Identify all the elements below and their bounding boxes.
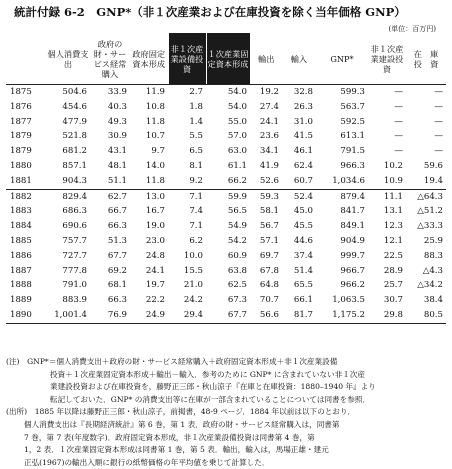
value-cell: —: [434, 116, 443, 127]
value-cell: 66.1: [293, 295, 313, 306]
value-cell: 11.1: [368, 189, 406, 204]
value-cell: 49.3: [107, 116, 127, 127]
header-government-purchase: 政府の財・サービス経常購入: [90, 33, 130, 85]
value-cell: 45.0: [293, 206, 313, 217]
value-cell: 22.5: [383, 250, 403, 261]
table-row: [6, 293, 446, 308]
value-cell: 80.5: [406, 308, 446, 323]
value-cell: 829.4: [46, 189, 90, 204]
year-cell: 1890: [6, 308, 46, 323]
value-cell: 46.1: [293, 146, 313, 157]
value-cell: 45.5: [293, 221, 313, 232]
value-cell: 24.2: [183, 295, 203, 306]
value-cell: 599.3: [316, 85, 368, 100]
value-cell: 51.3: [107, 235, 127, 246]
value-cell: 57.0: [227, 131, 247, 142]
value-cell: 69.2: [107, 265, 127, 276]
value-cell: —: [406, 85, 446, 100]
value-cell: 777.8: [62, 265, 87, 276]
value-cell: 7.1: [168, 189, 206, 204]
value-cell: 66.2: [227, 175, 247, 186]
value-cell: 23.0: [145, 235, 165, 246]
value-cell: 67.8: [259, 265, 279, 276]
value-cell: 63.8: [227, 265, 247, 276]
year-cell: 1881: [10, 175, 32, 186]
value-cell: 41.5: [293, 131, 313, 142]
year-cell: 1888: [10, 280, 32, 291]
year-cell: 1882: [6, 189, 46, 204]
value-cell: 65.5: [293, 280, 313, 291]
value-cell: 1.4: [189, 116, 203, 127]
value-cell: 24.8: [145, 250, 165, 261]
value-cell: 60.9: [227, 250, 247, 261]
value-cell: 34.1: [259, 146, 279, 157]
table-row: [6, 278, 446, 293]
value-cell: 63.0: [227, 146, 247, 157]
value-cell: 999.7: [340, 250, 365, 261]
value-cell: 55.0: [227, 116, 247, 127]
value-cell: 477.9: [62, 116, 87, 127]
value-cell: 60.7: [293, 175, 313, 186]
value-cell: 904.3: [62, 175, 87, 186]
table-body: [6, 85, 446, 324]
value-cell: 563.7: [340, 101, 365, 112]
year-cell: 1879: [10, 146, 32, 157]
value-cell: 7.1: [189, 221, 203, 232]
value-cell: △33.3: [417, 221, 443, 232]
header-imports: 輸入: [282, 33, 316, 85]
value-cell: 70.7: [259, 295, 279, 306]
header-gnp: GNP*: [316, 33, 368, 85]
value-cell: 81.7: [282, 308, 316, 323]
value-cell: 504.6: [46, 85, 90, 100]
value-cell: 690.6: [62, 221, 87, 232]
value-cell: 56.6: [250, 308, 282, 323]
table-row: [6, 129, 446, 144]
value-cell: 791.0: [62, 280, 87, 291]
value-cell: 686.3: [62, 206, 87, 217]
value-cell: △34.2: [417, 280, 443, 291]
year-cell: 1885: [10, 235, 32, 246]
value-cell: 24.9: [130, 308, 168, 323]
value-cell: 727.7: [62, 250, 87, 261]
value-cell: 24.1: [259, 116, 279, 127]
value-cell: 76.9: [90, 308, 130, 323]
value-cell: 5.5: [189, 131, 203, 142]
value-cell: 9.2: [189, 175, 203, 186]
year-cell: 1877: [10, 116, 32, 127]
value-cell: 19.0: [145, 221, 165, 232]
value-cell: 31.0: [293, 116, 313, 127]
header-primary-capital: １次産業固定資本形成: [206, 33, 250, 85]
value-cell: 33.9: [90, 85, 130, 100]
value-cell: 10.7: [145, 131, 165, 142]
value-cell: 1,034.6: [332, 175, 365, 186]
header-nonprimary-construction: 非１次産業建設投資: [368, 33, 406, 85]
value-cell: 757.7: [62, 235, 87, 246]
value-cell: 8.1: [189, 160, 203, 171]
value-cell: 19.4: [423, 175, 443, 186]
value-cell: 56.7: [259, 221, 279, 232]
value-cell: 37.4: [293, 250, 313, 261]
value-cell: 857.1: [62, 160, 87, 171]
value-cell: 57.1: [259, 235, 279, 246]
value-cell: 67.7: [206, 308, 250, 323]
value-cell: 28.9: [383, 265, 403, 276]
value-cell: 29.8: [368, 308, 406, 323]
value-cell: 61.1: [227, 160, 247, 171]
value-cell: 41.9: [259, 160, 279, 171]
value-cell: 10.2: [383, 160, 403, 171]
value-cell: 67.7: [107, 250, 127, 261]
value-cell: 29.4: [168, 308, 206, 323]
value-cell: 52.4: [282, 189, 316, 204]
value-cell: 59.6: [423, 160, 443, 171]
table-row: [6, 159, 446, 174]
year-cell: 1889: [10, 295, 32, 306]
value-cell: 681.2: [62, 146, 87, 157]
value-cell: 966.7: [340, 265, 365, 276]
value-cell: 6.2: [189, 235, 203, 246]
value-cell: 10.8: [145, 101, 165, 112]
note-line: 転記しておいた．GNP* の消費支出等に在庫が一部含まれていることについては同書を参照．: [50, 394, 371, 404]
value-cell: 14.0: [145, 160, 165, 171]
value-cell: 56.5: [227, 206, 247, 217]
value-cell: △4.3: [422, 265, 443, 276]
header-inventory: 在 庫 投 資: [406, 33, 446, 85]
value-cell: 21.0: [183, 280, 203, 291]
value-cell: 52.6: [259, 175, 279, 186]
note-line: 業建設投資および在庫投資を，藤野正三郎・秋山涼子『在庫と在庫投資：1880–1940 年』より: [50, 382, 376, 392]
note-line: 投資＋１次産業固定資本形成＋輸出－輸入．参考のために GNP* に含まれていない非１次産: [50, 369, 366, 379]
table-row: [6, 204, 446, 219]
value-cell: —: [394, 146, 403, 157]
gnp-table: [6, 33, 446, 324]
value-cell: 10.0: [183, 250, 203, 261]
table-row: [6, 308, 446, 323]
value-cell: 13.0: [130, 189, 168, 204]
table-row: [6, 264, 446, 279]
value-cell: 12.1: [383, 235, 403, 246]
value-cell: 16.7: [145, 206, 165, 217]
value-cell: 13.1: [383, 206, 403, 217]
source-line: 1，2 表．１次産業固定資本形成は同書第 1 巻，第 5 表．輸出，輸入は，馬場正雄・建元: [24, 445, 329, 455]
value-cell: △64.3: [406, 189, 446, 204]
value-cell: 62.5: [227, 280, 247, 291]
year-cell: 1884: [10, 221, 32, 232]
year-cell: 1887: [10, 265, 32, 276]
value-cell: 62.7: [90, 189, 130, 204]
value-cell: 12.3: [383, 221, 403, 232]
value-cell: 54.2: [227, 235, 247, 246]
value-cell: △51.2: [417, 206, 443, 217]
value-cell: 30.9: [107, 131, 127, 142]
unit-label: (単位：百万円): [388, 25, 436, 33]
value-cell: 10.9: [383, 175, 403, 186]
value-cell: 88.3: [423, 250, 443, 261]
value-cell: 26.3: [293, 101, 313, 112]
value-cell: 27.4: [259, 101, 279, 112]
value-cell: 6.5: [189, 146, 203, 157]
value-cell: —: [368, 85, 406, 100]
value-cell: 66.3: [107, 295, 127, 306]
value-cell: 22.2: [145, 295, 165, 306]
table-row: [6, 100, 446, 115]
header-government-capital: 政府固定資本形成: [130, 33, 168, 85]
value-cell: 1,063.5: [332, 295, 365, 306]
value-cell: 1,175.2: [316, 308, 368, 323]
value-cell: 11.8: [145, 116, 165, 127]
source-line: 個人消費支出は『長期経済統計』第 6 巻，第 1 表．政府の財・サービス経常購入は，同書第: [24, 419, 340, 429]
value-cell: 11.8: [145, 175, 165, 186]
year-cell: 1875: [6, 85, 46, 100]
value-cell: 592.5: [340, 116, 365, 127]
table-row: [6, 144, 446, 159]
value-cell: 66.3: [107, 221, 127, 232]
value-cell: 791.5: [340, 146, 365, 157]
value-cell: 454.6: [62, 101, 87, 112]
value-cell: 69.7: [259, 250, 279, 261]
value-cell: 879.4: [316, 189, 368, 204]
value-cell: 59.9: [206, 189, 250, 204]
value-cell: 1,001.4: [46, 308, 90, 323]
value-cell: —: [434, 131, 443, 142]
value-cell: 19.2: [250, 85, 282, 100]
value-cell: 59.3: [250, 189, 282, 204]
header-row: [6, 33, 446, 85]
value-cell: 48.1: [107, 160, 127, 171]
value-cell: 849.1: [340, 221, 365, 232]
table-row: [6, 219, 446, 234]
value-cell: 15.5: [183, 265, 203, 276]
value-cell: 68.1: [107, 280, 127, 291]
value-cell: 58.1: [259, 206, 279, 217]
value-cell: 32.8: [282, 85, 316, 100]
year-cell: 1880: [10, 160, 32, 171]
value-cell: 883.9: [62, 295, 87, 306]
value-cell: 38.4: [423, 295, 443, 306]
note-line: (注) GNP*＝個人消費支出＋政府の財・サービス経常購入＋政府固定資本形成＋非１次産業設備: [6, 357, 338, 366]
value-cell: 25.9: [423, 235, 443, 246]
value-cell: 43.1: [107, 146, 127, 157]
header-nonprimary-equipment: 非１次産業設備投資: [168, 33, 206, 85]
value-cell: 54.9: [227, 221, 247, 232]
value-cell: 23.6: [259, 131, 279, 142]
value-cell: 66.7: [107, 206, 127, 217]
table-row: [6, 174, 446, 189]
value-cell: —: [434, 101, 443, 112]
table-row: [6, 115, 446, 130]
value-cell: 7.4: [189, 206, 203, 217]
value-cell: 54.0: [206, 85, 250, 100]
notes: [6, 356, 448, 469]
value-cell: 67.3: [227, 295, 247, 306]
value-cell: —: [394, 131, 403, 142]
value-cell: 966.3: [340, 160, 365, 171]
value-cell: 521.8: [62, 131, 87, 142]
source-line: 7 巻，第 7 表(年度数字)．政府固定資本形成，非１次産業設備投資は同書第 4 巻，第: [24, 432, 315, 442]
value-cell: 841.7: [340, 206, 365, 217]
value-cell: 64.8: [259, 280, 279, 291]
value-cell: —: [394, 101, 403, 112]
year-cell: 1876: [10, 101, 32, 112]
year-cell: 1886: [10, 250, 32, 261]
value-cell: 44.6: [293, 235, 313, 246]
value-cell: 966.2: [340, 280, 365, 291]
header-consumption: 個人消費支出: [46, 33, 90, 85]
header-year: [6, 33, 46, 85]
value-cell: 1.8: [189, 101, 203, 112]
year-cell: 1883: [10, 206, 32, 217]
value-cell: 30.7: [383, 295, 403, 306]
value-cell: —: [434, 146, 443, 157]
value-cell: 11.9: [130, 85, 168, 100]
value-cell: 54.0: [227, 101, 247, 112]
value-cell: 613.1: [340, 131, 365, 142]
value-cell: 51.4: [293, 265, 313, 276]
table-row: [6, 189, 446, 204]
value-cell: 62.4: [293, 160, 313, 171]
table-row: [6, 249, 446, 264]
value-cell: 40.3: [107, 101, 127, 112]
page-title: 統計付録 6-2 GNP*（非１次産業および在庫投資を除く当年価格 GNP）: [14, 5, 406, 19]
source-line: 正弘(1967)の輸出入額に銀行の紙幣価格の年平均値を乗じて計算した．: [24, 457, 270, 467]
year-cell: 1879: [10, 131, 32, 142]
header-exports: 輸出: [250, 33, 282, 85]
value-cell: —: [394, 116, 403, 127]
value-cell: 19.7: [145, 280, 165, 291]
source-line: (出所) 1885 年以降は藤野正三郎・秋山涼子，前掲書，48-9 ページ．1884 年以前は以下のとおり．: [6, 407, 356, 417]
value-cell: 904.9: [340, 235, 365, 246]
value-cell: 2.7: [168, 85, 206, 100]
value-cell: 25.7: [383, 280, 403, 291]
table-row: [6, 234, 446, 249]
value-cell: 24.1: [145, 265, 165, 276]
value-cell: 51.1: [107, 175, 127, 186]
value-cell: 9.7: [151, 146, 165, 157]
table-row: [6, 85, 446, 100]
